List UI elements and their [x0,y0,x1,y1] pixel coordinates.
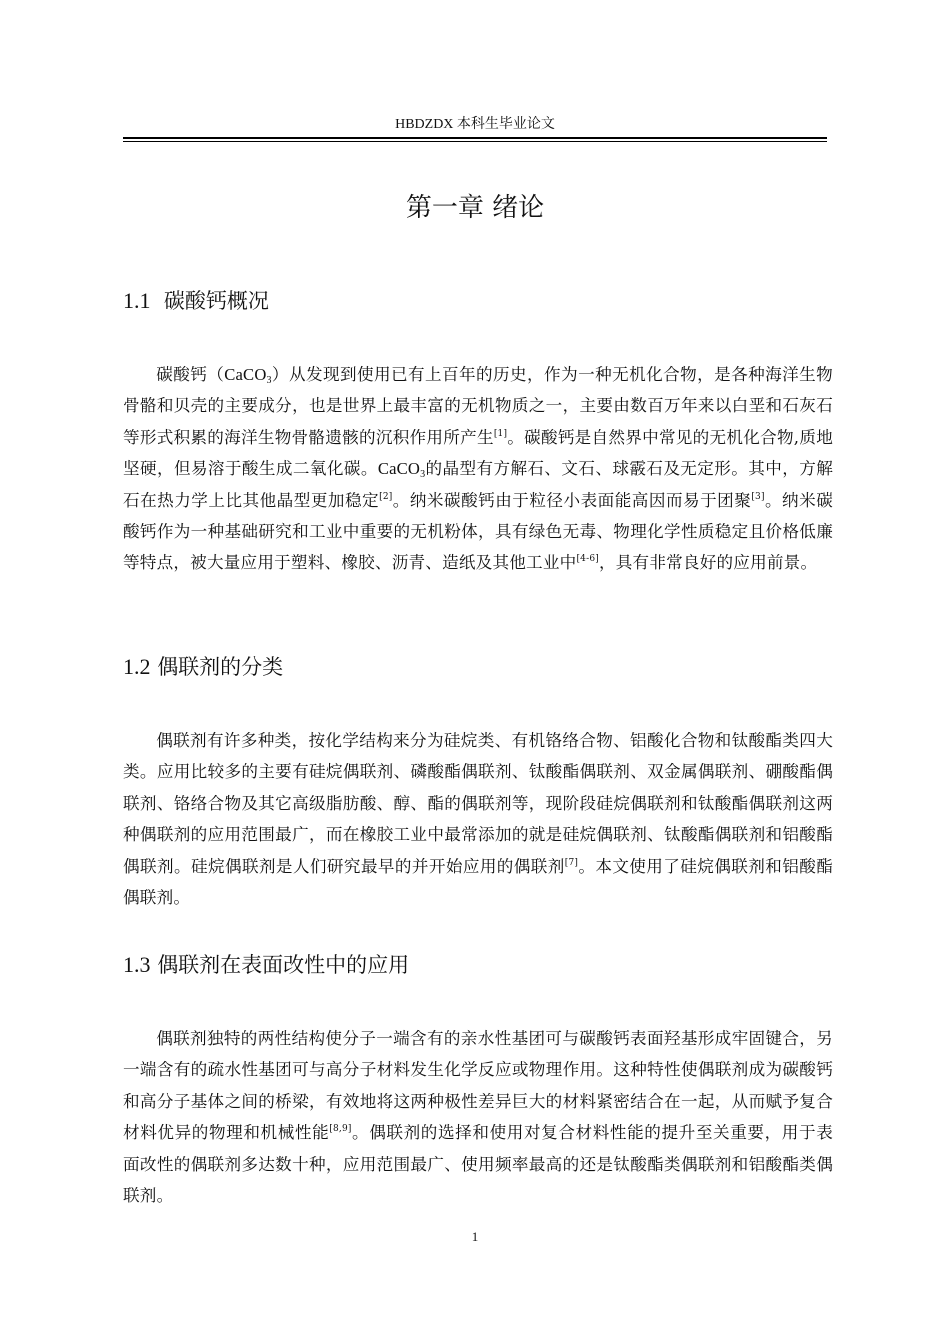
citation-ref: [3] [751,491,765,502]
section-title: 碳酸钙概况 [163,289,269,313]
paragraph-1-1: 碳酸钙（CaCO$_3$）从发现到使用已有上百年的历史，作为一种无机化合物，是各种海洋生物骨骼和贝壳的主要成分，也是世界上最丰富的无机物质之一，主要由数百万年来以白垩和石灰石等形式积累的海洋生物骨骼遗骸的沉积作用所产生[1]。碳酸钙是自然界中常见的无机化合物,质地坚硬，但易溶于酸生成二氧化碳。CaCO$_3$的晶型有方解石、文石、球霰石及无定形。其中，方解石在热力学上比其他晶型更加稳定[2]。纳米碳酸钙由于粒径小表面能高因而易于团聚[3]。纳米碳酸钙作为一种基础研究和工业中重要的无机粉体，具有绿色无毒、物理化学性质稳定且价格低廉等特点，被大量应用于塑料、橡胶、沥青、造纸及其他工业中[4-6]，具有非常良好的应用前景。 [123,365,834,573]
paragraph-1-2: 偶联剂有许多种类，按化学结构来分为硅烷类、有机铬络合物、铝酸化合物和钛酸酯类四大类。应用比较多的主要有硅烷偶联剂、磷酸酯偶联剂、钛酸酯偶联剂、双金属偶联剂、硼酸酯偶联剂、铬络合物及其它高级脂肪酸、醇、酯的偶联剂等，现阶段硅烷偶联剂和钛酸酯偶联剂这两种偶联剂的应用范围最广，而在橡胶工业中最常添加的就是硅烷偶联剂、钛酸酯偶联剂和铝酸酯偶联剂。硅烷偶联剂是人们研究最早的并开始应用的偶联剂[7]。本文使用了硅烷偶联剂和铝酸酯偶联剂。 [123,731,834,908]
section-title: 偶联剂的分类 [157,655,284,679]
header-rule-thick [123,137,827,139]
header-rule-thin [123,141,827,142]
chapter-title: 第一章 绪论 [405,193,545,223]
section-number: 1.3 [123,952,151,977]
citation-ref: [2] [379,491,393,502]
section-number: 1.2 [123,654,151,679]
citation-ref: [7] [564,857,579,868]
citation-ref: [1] [493,428,508,439]
page-number: 1 [471,1229,479,1244]
section-heading-1-3 [123,950,409,980]
paragraph-1-3: 偶联剂独特的两性结构使分子一端含有的亲水性基团可与碳酸钙表面羟基形成牢固键合，另一端含有的疏水性基团可与高分子材料发生化学反应或物理作用。这种特性使偶联剂成为碳酸钙和高分子基体之间的桥梁，有效地将这两种极性差异巨大的材料紧密结合在一起，从而赋予复合材料优异的物理和机械性能[8,9]。偶联剂的选择和使用对复合材料性能的提升至关重要，用于表面改性的偶联剂多达数十种，应用范围最广、使用频率最高的还是钛酸酯类偶联剂和铝酸酯类偶联剂。 [123,1029,833,1206]
section-number: 1.1 [123,288,151,313]
formula-caco3: CaCO$_3$ [377,459,426,481]
formula-caco3: CaCO$_3$ [224,365,272,386]
section-heading-1-2 [123,652,283,682]
running-header: HBDZDX 本科生毕业论文 [395,117,555,132]
citation-ref: [4-6] [576,554,599,565]
citation-ref: [8,9] [329,1124,352,1135]
section-title: 偶联剂在表面改性中的应用 [157,953,410,977]
section-heading-1-1 [123,286,269,316]
